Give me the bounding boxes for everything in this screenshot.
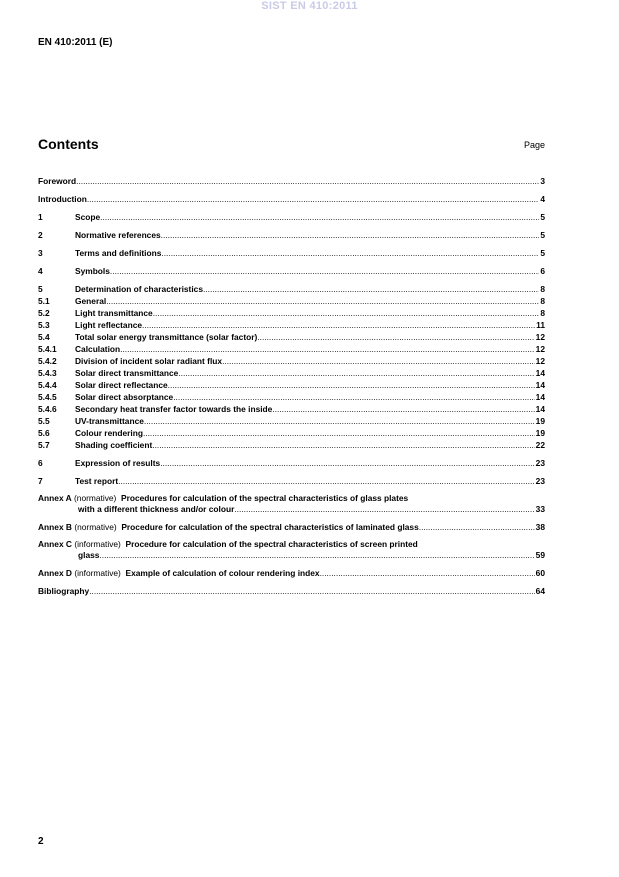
toc-entry-solar-reflectance[interactable] [38,379,545,391]
toc-number: 5.4.3 [38,368,57,378]
toc-page: 59 [535,550,545,560]
toc-title: Secondary heat transfer factor towards the inside [75,404,273,414]
toc-leader [153,307,540,319]
toc-leader [160,457,534,469]
toc-number: 5 [38,284,43,294]
toc-page: 14 [535,392,545,402]
toc-leader [106,295,539,307]
toc-number: 6 [38,458,43,468]
toc-page: 14 [535,368,545,378]
toc-number: 5.5 [38,416,50,426]
toc-entry-light-transmittance[interactable] [38,307,545,319]
toc-title: General [75,296,107,306]
toc-entry-foreword[interactable] [38,175,545,187]
annex-label: Annex C [38,539,72,549]
toc-number: 5.4.5 [38,392,57,402]
toc-leader [257,331,534,343]
toc-page: 64 [535,586,545,596]
annex-title: Example of calculation of colour rendering index [125,568,320,578]
annex-type: (informative) [74,568,121,578]
toc-number: 5.1 [38,296,50,306]
toc-leader [118,475,535,487]
annex-label: Annex D [38,568,72,578]
annex-title-line1: Procedure for calculation of the spectral characteristics of screen printed [125,539,418,549]
toc-number: 5.4.4 [38,380,57,390]
toc-leader [143,427,535,439]
toc-entry-determination[interactable] [38,283,545,295]
toc-entry-bibliography[interactable] [38,585,545,597]
toc-leader [222,355,535,367]
annex-label: Annex B [38,522,72,532]
toc-title: Light transmittance [75,308,153,318]
toc-entry-annex-d[interactable] [38,567,545,579]
annex-title-line1: Procedures for calculation of the spectral characteristics of glass plates [121,493,409,503]
toc-entry-calculation[interactable] [38,343,545,355]
toc-leader [161,247,539,259]
toc-number: 2 [38,230,43,240]
toc-number: 5.2 [38,308,50,318]
toc-title: Shading coefficient [75,440,153,450]
toc-entry-solar-transmittance[interactable] [38,367,545,379]
contents-heading: Contents [38,136,99,152]
toc-page: 5 [540,230,545,240]
toc-leader [419,521,535,533]
toc-title: Scope [75,212,101,222]
toc-entry-solar-absorptance[interactable] [38,391,545,403]
toc-title: Introduction [38,194,87,204]
toc-page: 6 [540,266,545,276]
toc-number: 5.4.2 [38,356,57,366]
toc-title: Foreword [38,176,77,186]
toc-entry-normative-references[interactable] [38,229,545,241]
toc-title: Determination of characteristics [75,284,203,294]
toc-leader [142,319,535,331]
toc-leader [173,391,534,403]
toc-entry-introduction[interactable] [38,193,545,205]
toc-page: 23 [535,476,545,486]
toc-title: Bibliography [38,586,90,596]
toc-leader [99,550,534,561]
annex-title-line2: glass [78,550,100,560]
toc-entry-test-report[interactable] [38,475,545,487]
toc-entry-expression-results[interactable] [38,457,545,469]
toc-number: 4 [38,266,43,276]
toc-page: 12 [535,332,545,342]
toc-entry-symbols[interactable] [38,265,545,277]
annex-type: (normative) [74,493,117,503]
toc-leader [161,229,540,241]
toc-title: Solar direct reflectance [75,380,168,390]
document-id: EN 410:2011 (E) [38,37,113,48]
toc-leader [100,211,539,223]
toc-number: 7 [38,476,43,486]
toc-page: 8 [540,296,545,306]
toc-entry-annex-b[interactable] [38,521,545,533]
toc-entry-division-flux[interactable] [38,355,545,367]
toc-leader [168,379,535,391]
toc-page: 5 [540,212,545,222]
toc-number: 5.3 [38,320,50,330]
toc-page: 33 [535,504,545,514]
toc-page: 5 [540,248,545,258]
toc-title: Colour rendering [75,428,143,438]
annex-type: (informative) [74,539,121,549]
toc-page: 8 [540,284,545,294]
toc-title: Test report [75,476,119,486]
toc-leader [152,439,534,451]
page-column-label: Page [523,140,545,150]
annex-title-line2: with a different thickness and/or colour [78,504,235,514]
toc-page: 4 [540,194,545,204]
watermark: SIST EN 410:2011 [261,0,358,12]
toc-page: 19 [535,416,545,426]
toc-title: Total solar energy transmittance (solar factor) [75,332,258,342]
toc-entry-shading-coefficient[interactable] [38,439,545,451]
toc-page: 22 [535,440,545,450]
toc-entry-uv-transmittance[interactable] [38,415,545,427]
toc-leader [87,193,539,205]
toc-leader [234,504,534,515]
toc-leader [89,585,534,597]
toc-leader [320,567,535,579]
toc-number: 5.4 [38,332,50,342]
toc-number: 5.4.6 [38,404,57,414]
table-of-contents [38,175,545,597]
toc-leader [203,283,539,295]
toc-entry-terms[interactable] [38,247,545,259]
toc-entry-scope[interactable] [38,211,545,223]
toc-title: Expression of results [75,458,161,468]
toc-title: Light reflectance [75,320,143,330]
toc-title: Symbols [75,266,110,276]
toc-leader [110,265,539,277]
toc-number: 5.6 [38,428,50,438]
page-number: 2 [38,836,44,847]
toc-page: 14 [535,380,545,390]
toc-page: 14 [535,404,545,414]
toc-entry-annex-c[interactable] [38,539,545,561]
annex-title: Procedure for calculation of the spectral characteristics of laminated glass [121,522,419,532]
toc-page: 12 [535,344,545,354]
toc-entry-secondary-heat[interactable] [38,403,545,415]
toc-page: 3 [540,176,545,186]
toc-number: 3 [38,248,43,258]
toc-page: 19 [535,428,545,438]
toc-page: 8 [540,308,545,318]
toc-leader [178,367,534,379]
toc-leader [76,175,539,187]
toc-title: UV-transmittance [75,416,144,426]
toc-page: 60 [535,568,545,578]
toc-page: 11 [536,320,545,330]
toc-entry-solar-factor[interactable] [38,331,545,343]
toc-leader [272,403,534,415]
toc-title: Calculation [75,344,121,354]
annex-label: Annex A [38,493,72,503]
toc-number: 5.4.1 [38,344,57,354]
toc-title: Normative references [75,230,161,240]
toc-entry-colour-rendering[interactable] [38,427,545,439]
toc-page: 23 [535,458,545,468]
toc-entry-annex-a[interactable] [38,493,545,515]
toc-leader [144,415,535,427]
annex-type: (normative) [74,522,117,532]
toc-leader [120,343,535,355]
toc-number: 5.7 [38,440,50,450]
toc-page: 12 [535,356,545,366]
toc-entry-light-reflectance[interactable] [38,319,545,331]
toc-page: 38 [535,522,545,532]
toc-title: Division of incident solar radiant flux [75,356,223,366]
toc-title: Solar direct absorptance [75,392,174,402]
toc-number: 1 [38,212,43,222]
toc-title: Solar direct transmittance [75,368,179,378]
toc-title: Terms and definitions [75,248,162,258]
toc-entry-general[interactable] [38,295,545,307]
